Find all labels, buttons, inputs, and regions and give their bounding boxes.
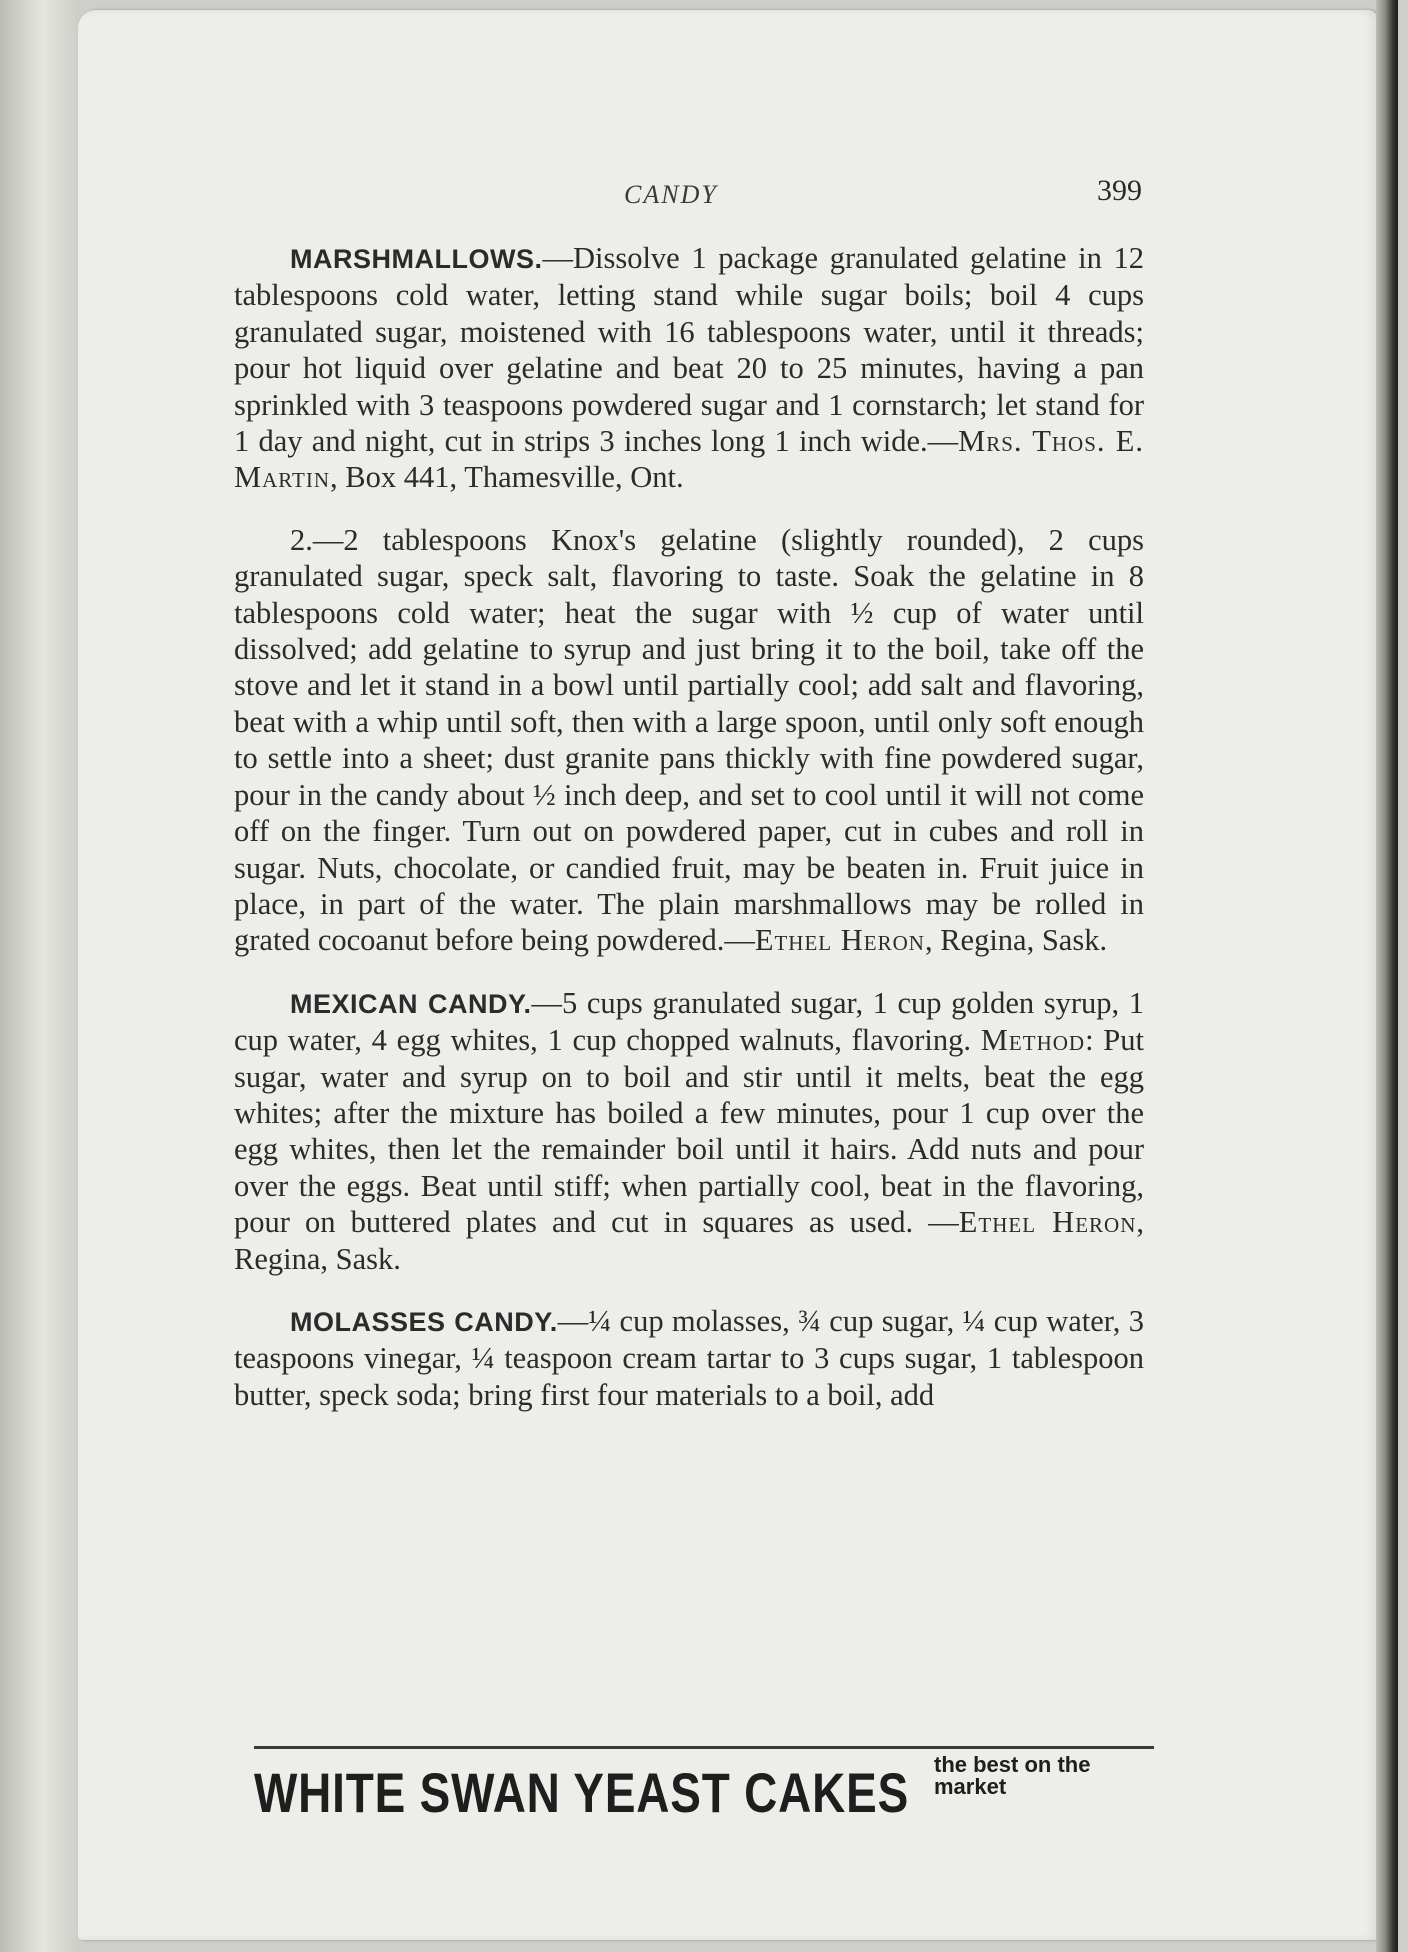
recipe-credit: Mrs. Thos. E. Martin — [234, 424, 1144, 495]
recipe-credit: Ethel Heron — [958, 1205, 1137, 1240]
recipe-credit: Ethel Heron — [754, 923, 925, 958]
recipe-molasses-candy — [234, 1303, 1144, 1413]
recipe-body: —Dissolve 1 package granulated gelatine in 12 tablespoons cold water, letting stand while sugar boils; boil 4 cups granulated sugar, moistened with 16 tablespoons water, until it threads; pour hot liquid over gelatine and beat 20 to 25 minutes, having a pan sprinkled with 3 teaspoons powdered sugar and 1 cornstarch; let stand for 1 day and night, cut in strips 3 inches long 1 inch wide.— — [234, 241, 1144, 459]
method-label: Method — [980, 1023, 1086, 1058]
page-number: 399 — [1097, 174, 1142, 207]
page-content — [234, 170, 1144, 1439]
footer-advertisement — [254, 1754, 1164, 1834]
recipe-location: , Regina, Sask. — [924, 923, 1108, 958]
recipe-location: , Box 441, Thamesville, Ont. — [330, 460, 684, 495]
ad-headline: WHITE SWAN YEAST CAKES — [254, 1761, 910, 1824]
recipe-body-method: : Put sugar, water and syrup on to boil and stir until it melts, beat the egg whites; after the mixture has boiled a few minutes, pour 1 cup over the egg whites, then let the remainder boil until it hairs. Add nuts and pour over the eggs. Beat until stiff; when partially cool, beat in the flavoring, pour on buttered plates and cut in squares as used. — — [234, 1023, 1144, 1240]
recipe-marshmallows — [234, 240, 1144, 496]
ad-tagline-line2: market — [934, 1774, 1007, 1799]
footer-rule — [254, 1746, 1154, 1749]
recipe-marshmallows-2 — [234, 522, 1144, 959]
ad-tagline — [934, 1754, 1164, 1798]
running-head — [234, 170, 1144, 218]
recipe-heading: MOLASSES CANDY. — [290, 1306, 558, 1337]
recipe-heading: MARSHMALLOWS. — [290, 244, 543, 274]
recipe-location: , Regina, Sask. — [234, 1205, 1144, 1276]
recipe-body: —5 cups granulated sugar, 1 cup golden syrup, 1 cup water, 4 egg whites, 1 cup chopped walnuts, flavoring. — [234, 985, 1144, 1058]
recipe-heading: MEXICAN CANDY. — [290, 988, 532, 1019]
book-spine — [0, 0, 78, 1952]
page-edge-shadow — [1376, 0, 1398, 1952]
recipe-mexican-candy — [234, 985, 1144, 1277]
recipe-body: 2.—2 tablespoons Knox's gelatine (slightly rounded), 2 cups granulated sugar, speck salt, flavoring to taste. Soak the gelatine in 8 tablespoons cold water; heat the sugar with ½ cup of water until dissolved; add gelatine to syrup and just bring it to the boil, take off the stove and let it stand in a bowl until partially cool; add salt and flavoring, beat with a whip until soft, then with a large spoon, until only soft enough to settle into a sheet; dust granite pans thickly with fine powdered sugar, pour in the candy about ½ inch deep, and set to cool until it will not come off on the finger. Turn out on powdered paper, cut in cubes and roll in sugar. Nuts, chocolate, or candied fruit, may be beaten in. Fruit juice in place, in part of the water. The plain marshmallows may be rolled in grated cocoanut before being powdered.— — [234, 522, 1144, 958]
section-title: CANDY — [624, 180, 718, 209]
recipe-body: —¼ cup molasses, ¾ cup sugar, ¼ cup water, 3 teaspoons vinegar, ¼ teaspoon cream tartar to 3 cups sugar, 1 tablespoon butter, speck soda; bring first four materials to a boil, add — [234, 1303, 1144, 1412]
ad-tagline-line1: the best on the — [934, 1752, 1091, 1777]
